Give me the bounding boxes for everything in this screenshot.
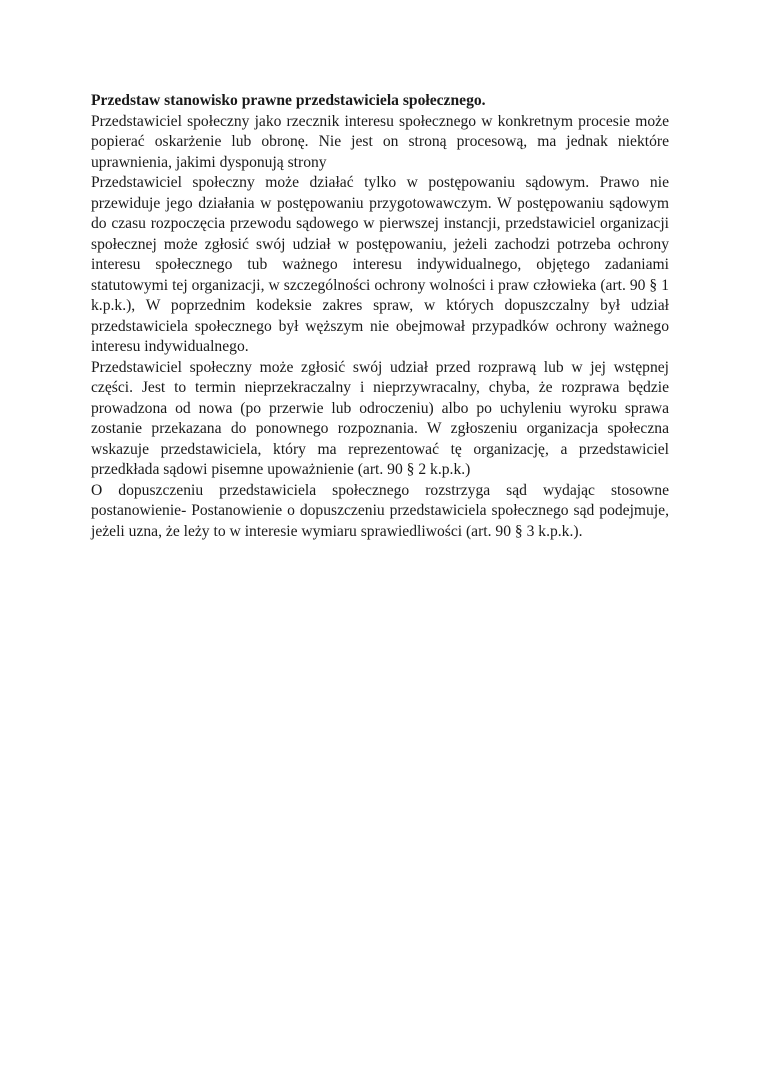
document-title: Przedstaw stanowisko prawne przedstawiciela społecznego.	[91, 92, 486, 109]
paragraph-4: O dopuszczeniu przedstawiciela społecznego rozstrzyga sąd wydając stosowne postanowienie- Postanowienie o dopuszczeniu przedstawiciela społecznego sąd podejmuje, jeżeli uzna, że leży to w interesie wymiaru sprawiedliwości (art. 90 § 3 k.p.k.).	[91, 481, 669, 540]
paragraph-2: Przedstawiciel społeczny może działać tylko w postępowaniu sądowym. Prawo nie przewiduje jego działania w postępowaniu przygotowawczym. W postępowaniu sądowym do czasu rozpoczęcia przewodu sądowego w pierwszej instancji, przedstawiciel organizacji społecznej może zgłosić swój udział w postępowaniu, jeżeli zachodzi potrzeba ochrony interesu społecznego tub ważnego interesu indywidualnego, objętego zadaniami statutowymi tej organizacji, w szczególności ochrony wolności i praw człowieka (art. 90 § 1 k.p.k.), W poprzednim kodeksie zakres spraw, w których dopuszczalny był udział przedstawiciela społecznego był węższym nie obejmował przypadków ochrony ważnego interesu indywidualnego.	[91, 174, 669, 355]
paragraph-1: Przedstawiciel społeczny jako rzecznik interesu społecznego w konkretnym procesie może popierać oskarżenie lub obronę. Nie jest on stroną procesową, ma jednak niektóre uprawnienia, jakimi dysponują strony	[91, 112, 669, 171]
paragraph-3: Przedstawiciel społeczny może zgłosić swój udział przed rozprawą lub w jej wstępnej części. Jest to termin nieprzekraczalny i nieprzywracalny, chyba, że rozprawa będzie prowadzona od nowa (po przerwie lub odroczeniu) albo po uchyleniu wyroku sprawa zostanie przekazana do ponownego rozpoznania. W zgłoszeniu organizacja społeczna wskazuje przedstawiciela, który ma reprezentować tę organizację, a przedstawiciel przedkłada sądowi pisemne upoważnienie (art. 90 § 2 k.p.k.)	[91, 358, 669, 478]
document-body	[91, 91, 669, 542]
